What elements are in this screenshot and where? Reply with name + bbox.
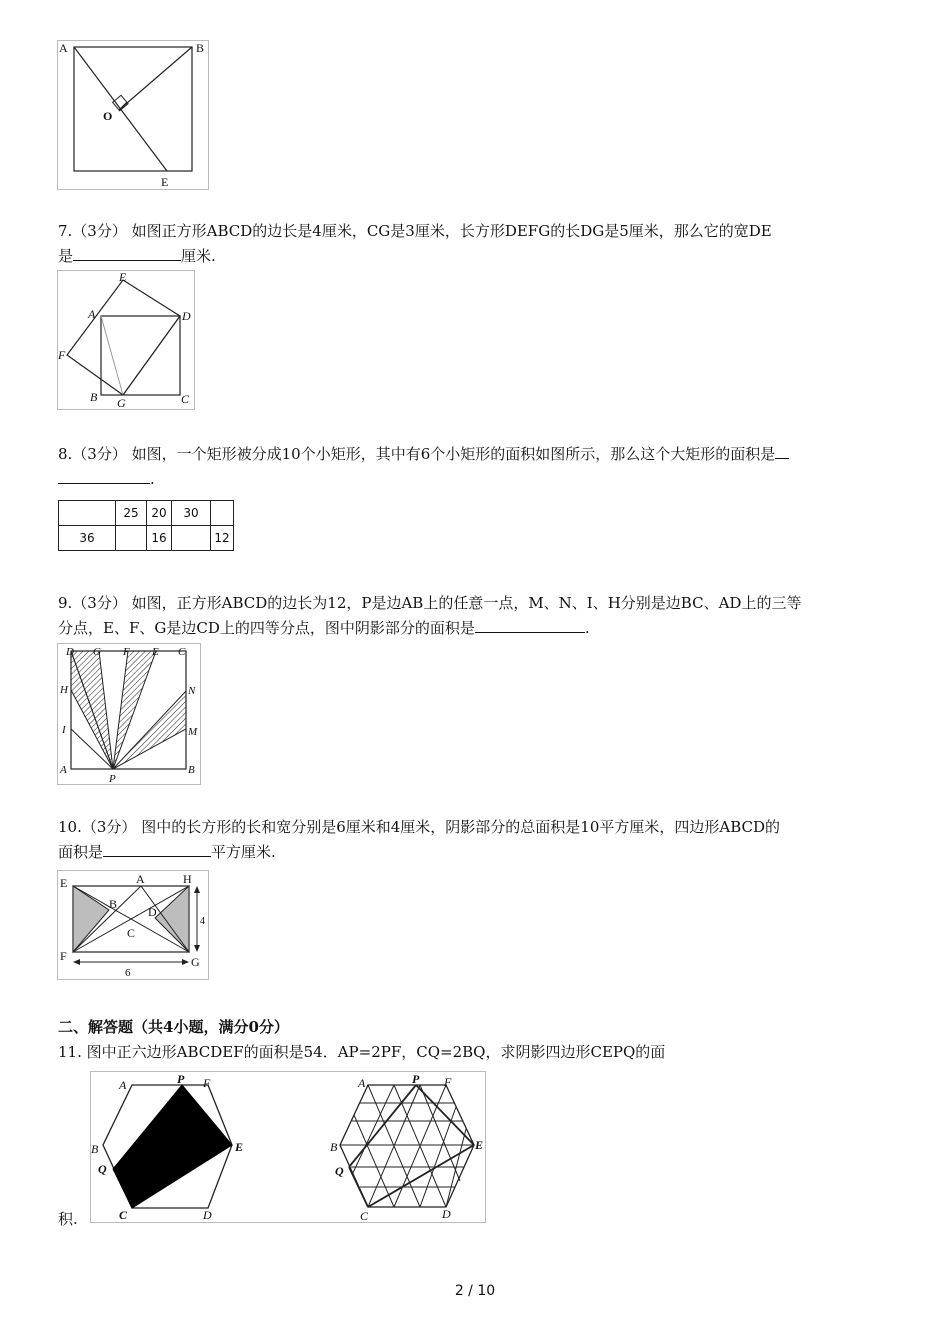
grid-cell: 25 bbox=[116, 501, 147, 526]
question-number: 9.（3分） bbox=[58, 594, 127, 612]
label-d: D bbox=[203, 1208, 212, 1222]
label-i: I bbox=[62, 724, 66, 736]
grid-cell bbox=[211, 501, 234, 526]
question-text: 平方厘米. bbox=[211, 843, 276, 861]
label-b: B bbox=[90, 390, 98, 404]
label-p: P bbox=[177, 1072, 185, 1086]
label-b: B bbox=[109, 897, 118, 911]
question-10 bbox=[58, 815, 894, 865]
answer-blank-part[interactable] bbox=[775, 442, 789, 459]
label-e: E bbox=[152, 646, 159, 658]
label-a: A bbox=[358, 1076, 366, 1090]
label-a: A bbox=[88, 307, 96, 321]
label-c: C bbox=[360, 1209, 369, 1223]
figure-rectangle-abcd bbox=[57, 870, 209, 980]
label-a: A bbox=[60, 764, 67, 776]
answer-blank[interactable] bbox=[103, 840, 211, 857]
label-h: H bbox=[60, 684, 68, 696]
question-text: 分点，E、F、G是边CD上的四等分点，图中阴影部分的面积是 bbox=[58, 619, 475, 637]
label-p: P bbox=[109, 773, 116, 785]
label-e: E bbox=[161, 175, 169, 189]
answer-blank[interactable] bbox=[475, 616, 585, 633]
label-g: G bbox=[93, 646, 101, 658]
question-text: 图中的长方形的长和宽分别是6厘米和4厘米，阴影部分的总面积是10平方厘米，四边形ABCD的 bbox=[141, 818, 781, 836]
grid-cell: 30 bbox=[172, 501, 211, 526]
label-c: C bbox=[127, 926, 136, 940]
answer-blank[interactable] bbox=[73, 244, 181, 261]
question-number: 11. bbox=[58, 1043, 82, 1061]
label-g: G bbox=[191, 955, 200, 969]
grid-cell bbox=[59, 501, 116, 526]
area-grid-table bbox=[58, 500, 234, 551]
label-a: A bbox=[136, 872, 145, 886]
label-f: F bbox=[123, 646, 130, 658]
figure-square-abo-e bbox=[57, 40, 209, 190]
question-7 bbox=[58, 219, 894, 269]
label-a: A bbox=[59, 41, 68, 55]
label-b: B bbox=[330, 1140, 338, 1154]
question-text: 图中正六边形ABCDEF的面积是54．AP=2PF，CQ=2BQ，求阴影四边形CEPQ的面 bbox=[86, 1043, 666, 1061]
label-d: D bbox=[182, 309, 191, 323]
label-f: F bbox=[203, 1076, 211, 1090]
table-row bbox=[59, 501, 234, 526]
label-c: C bbox=[181, 392, 190, 406]
label-m: M bbox=[188, 726, 198, 738]
dimension-length-label: 6 bbox=[125, 967, 131, 979]
label-p: P bbox=[412, 1072, 420, 1086]
figure-square-shaded-triangles bbox=[57, 643, 201, 785]
grid-cell: 12 bbox=[211, 526, 234, 551]
label-a: A bbox=[119, 1078, 127, 1092]
label-b: B bbox=[188, 764, 195, 776]
question-text: 如图，一个矩形被分成10个小矩形，其中有6个小矩形的面积如图所示，那么这个大矩形的面积是 bbox=[131, 445, 776, 463]
question-text: 如图，正方形ABCD的边长为12，P是边AB上的任意一点，M、N、I、H分别是边BC、AD上的三等 bbox=[131, 594, 802, 612]
label-c: C bbox=[119, 1208, 128, 1222]
figure-hexagons bbox=[90, 1071, 486, 1223]
grid-cell: 36 bbox=[59, 526, 116, 551]
label-d: D bbox=[148, 905, 157, 919]
label-f: F bbox=[444, 1075, 452, 1089]
question-8 bbox=[58, 442, 894, 492]
question-number: 8.（3分） bbox=[58, 445, 127, 463]
label-n: N bbox=[188, 685, 196, 697]
question-text: 如图正方形ABCD的边长是4厘米，CG是3厘米，长方形DEFG的长DG是5厘米，那么它的宽DE bbox=[131, 222, 772, 240]
label-f: F bbox=[60, 949, 67, 963]
question-text: . bbox=[584, 619, 590, 637]
question-text: . bbox=[150, 470, 155, 488]
grid-cell bbox=[172, 526, 211, 551]
grid-cell bbox=[116, 526, 147, 551]
question-11 bbox=[58, 1040, 894, 1065]
label-q: Q bbox=[335, 1164, 344, 1178]
question-text: 积. bbox=[58, 1210, 78, 1228]
label-f: F bbox=[58, 348, 66, 362]
table-row bbox=[59, 526, 234, 551]
page-number: 2 / 10 bbox=[454, 1283, 496, 1299]
question-text: 面积是 bbox=[58, 843, 104, 861]
label-o: O bbox=[103, 109, 113, 123]
label-b: B bbox=[196, 41, 205, 55]
answer-blank[interactable] bbox=[58, 467, 150, 484]
question-number: 10.（3分） bbox=[58, 818, 137, 836]
grid-cell: 16 bbox=[147, 526, 172, 551]
label-e: E bbox=[119, 270, 127, 284]
label-q: Q bbox=[98, 1162, 107, 1176]
figure-area-grid bbox=[58, 500, 234, 551]
dimension-width-label: 4 bbox=[200, 916, 205, 927]
label-e: E bbox=[475, 1138, 484, 1152]
question-number: 7.（3分） bbox=[58, 222, 127, 240]
label-d: D bbox=[66, 646, 74, 658]
label-c: C bbox=[178, 646, 186, 658]
question-text: 是 bbox=[58, 247, 74, 265]
label-e: E bbox=[60, 876, 68, 890]
figure-square-rectangle-defg bbox=[57, 270, 195, 410]
label-d: D bbox=[442, 1207, 451, 1221]
question-9 bbox=[58, 591, 894, 641]
grid-cell: 20 bbox=[147, 501, 172, 526]
label-e: E bbox=[235, 1140, 244, 1154]
label-g: G bbox=[117, 396, 126, 410]
label-h: H bbox=[183, 872, 192, 886]
section-heading: 二、解答题（共4小题，满分0分） bbox=[58, 1018, 289, 1036]
label-b: B bbox=[91, 1142, 99, 1156]
question-text: 厘米. bbox=[181, 247, 216, 265]
